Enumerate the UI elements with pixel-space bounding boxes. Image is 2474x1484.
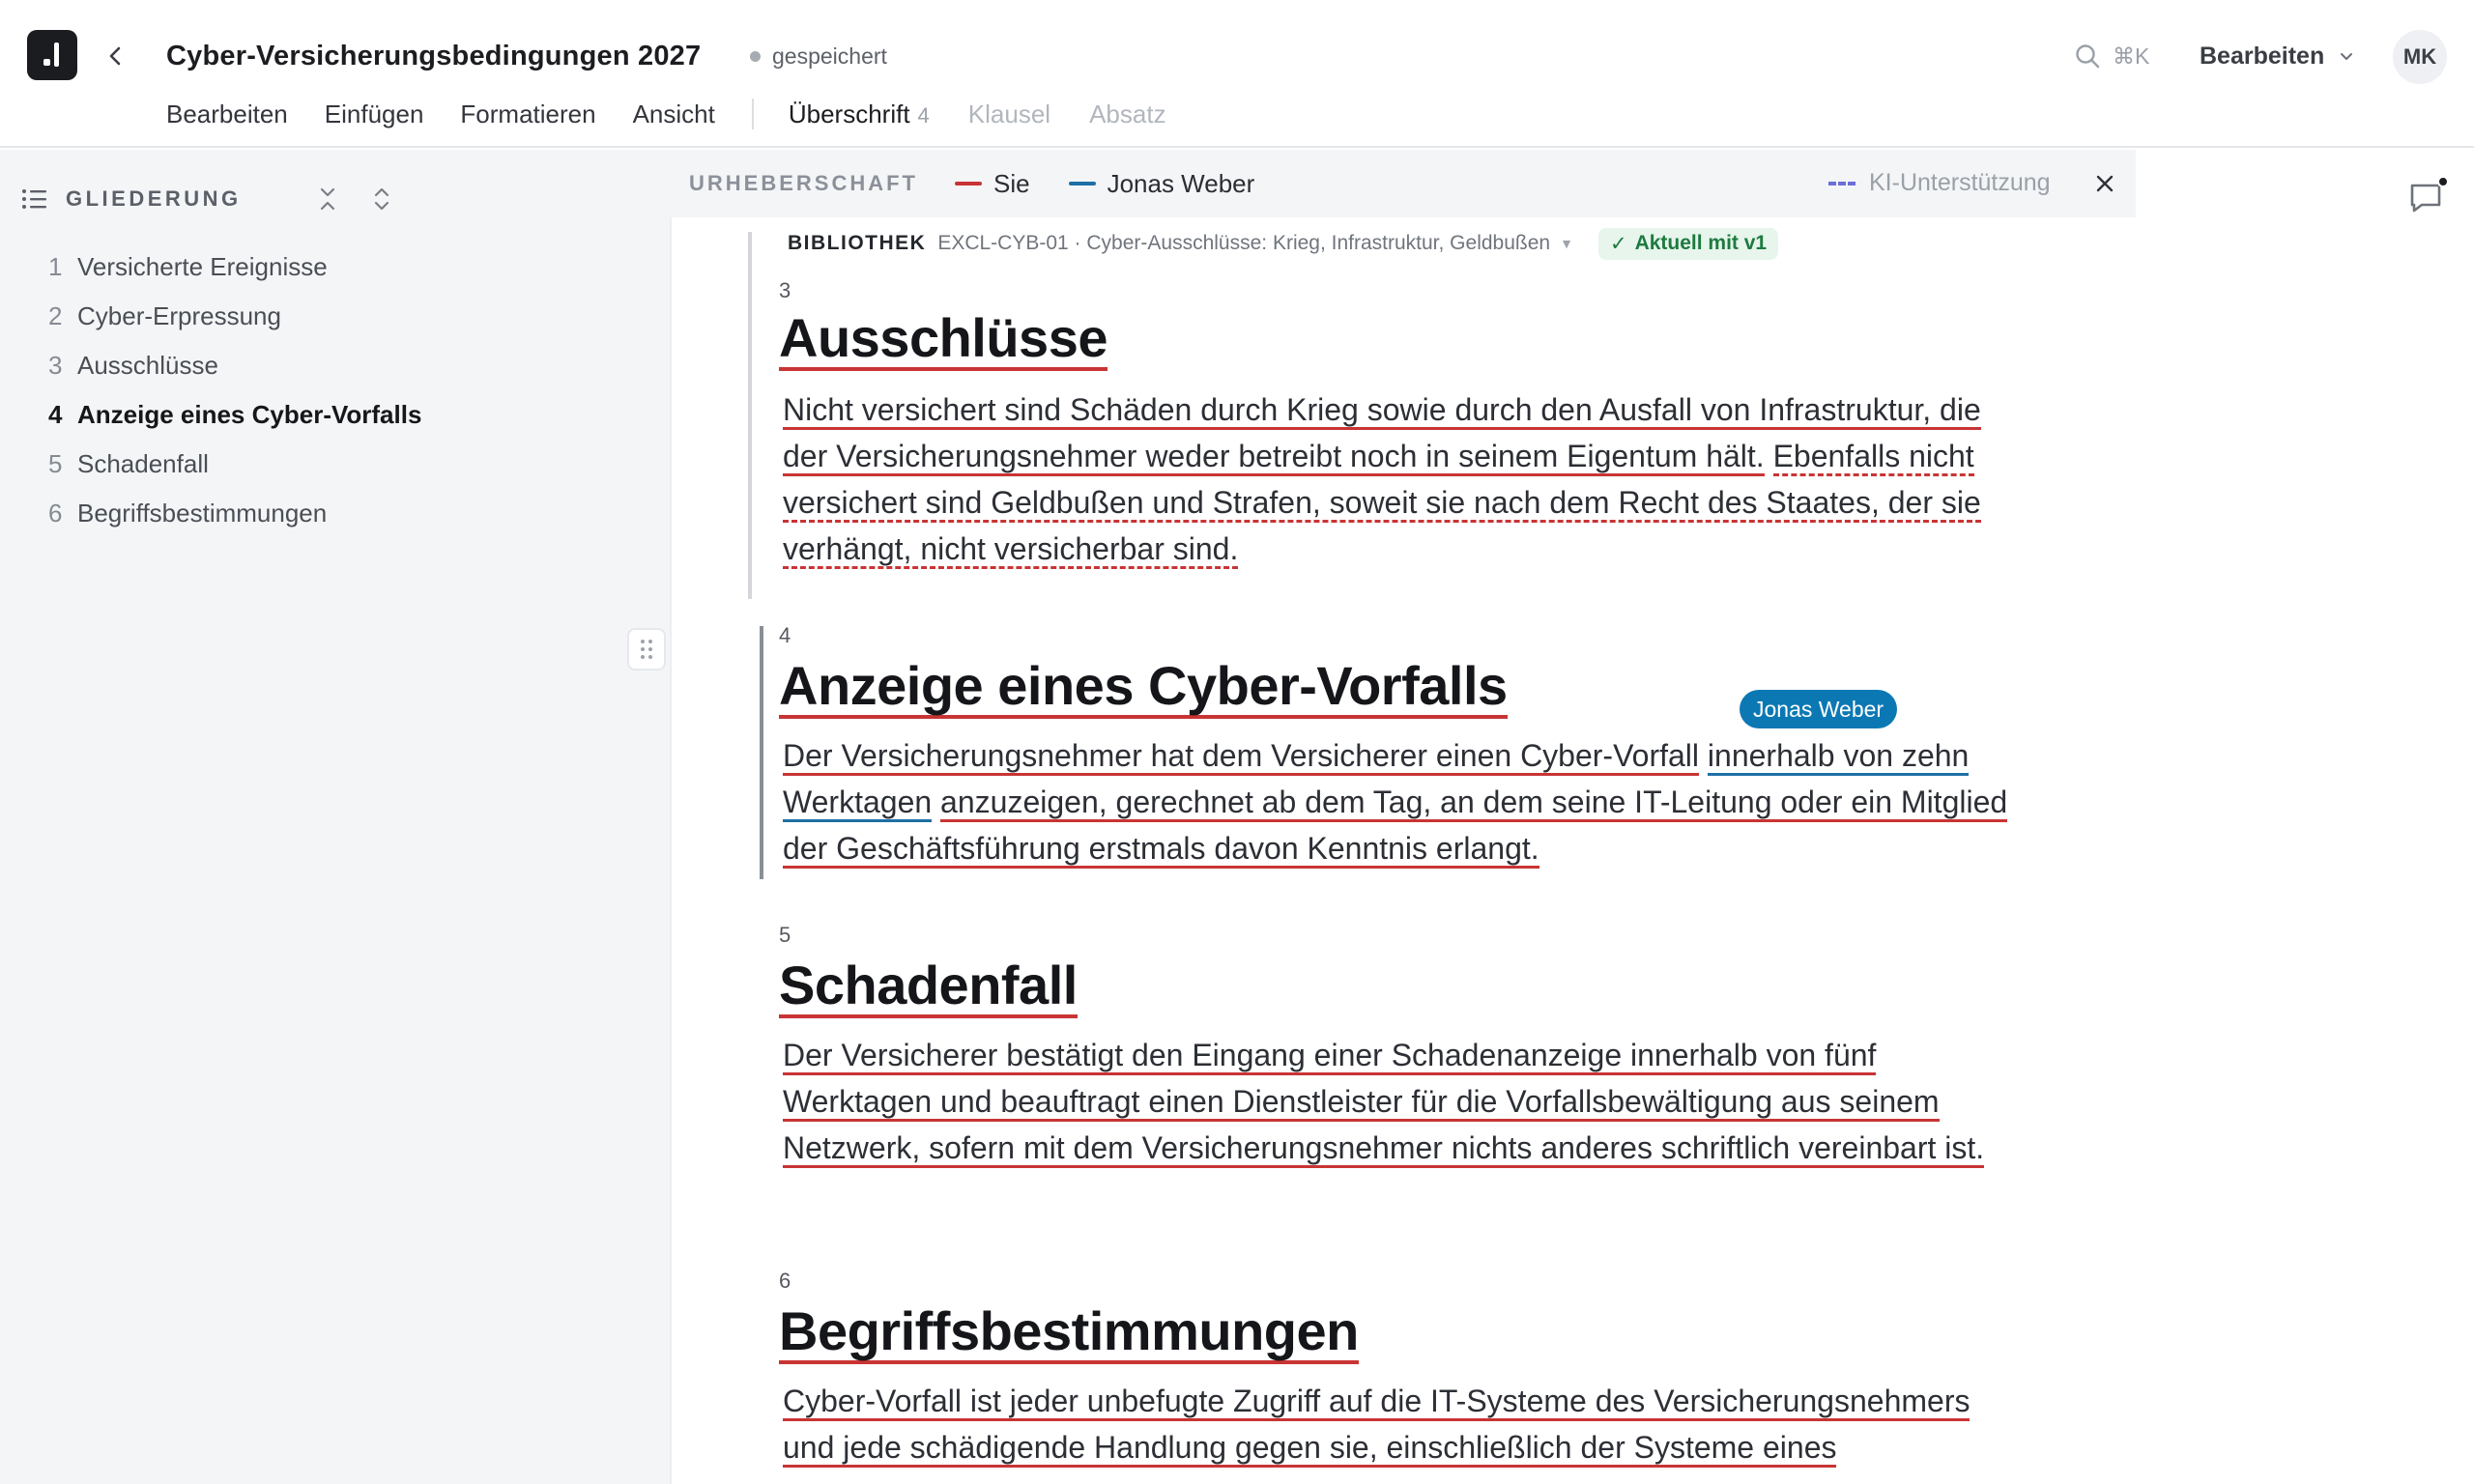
collaborator-cursor-label: Jonas Weber — [1740, 690, 1897, 728]
outline-item-5[interactable] — [48, 440, 377, 489]
chevron-left-icon — [105, 45, 127, 67]
author-name: Jonas Weber — [1107, 168, 1255, 198]
save-status — [750, 37, 887, 75]
check-icon: ✓ — [1609, 232, 1627, 255]
section-bar — [748, 232, 752, 599]
section-body[interactable] — [783, 1378, 2029, 1470]
library-label: BIBLIOTHEK — [788, 232, 927, 254]
back-button[interactable] — [97, 35, 135, 77]
section-number: 6 — [779, 1269, 791, 1293]
caret-down-icon: ▼ — [1560, 236, 1573, 251]
section-number: 3 — [779, 278, 791, 302]
mode-dropdown[interactable] — [2200, 35, 2355, 77]
outline-title: GLIEDERUNG — [66, 186, 242, 211]
author-name: Sie — [993, 168, 1030, 198]
outline-label: Begriffsbestimmungen — [77, 499, 328, 528]
section-body[interactable] — [783, 732, 2029, 871]
outline-num: 4 — [48, 400, 63, 429]
status-dot-icon — [750, 51, 761, 62]
text-run-you: anzuzeigen, gerechnet ab dem Tag, an dem seine IT-Leitung oder ein Mitglied der Geschäftsführung erstmals davon Kenntnis erlangt. — [783, 785, 2007, 869]
list-icon — [21, 187, 48, 211]
section-number: 5 — [779, 923, 791, 947]
section-heading[interactable]: Anzeige eines Cyber-Vorfalls — [779, 657, 1508, 719]
user-avatar[interactable]: MK — [2393, 30, 2447, 84]
text-run-you: Nicht versichert sind Schäden durch Krieg sowie durch den Ausfall von Infrastruktur, die der Versicherungsnehmer weder betreibt noch in seinem Eigentum hält. — [783, 392, 1981, 476]
style-ueberschrift[interactable] — [789, 100, 930, 129]
mode-label: Bearbeiten — [2200, 42, 2325, 70]
outline-sidebar — [0, 150, 667, 1484]
section-body[interactable] — [783, 386, 2029, 572]
outline-item-4[interactable] — [48, 390, 422, 440]
outline-header — [21, 175, 408, 223]
text-run-jonas: innerhalb von zehn Werktagen — [783, 738, 1969, 822]
section-heading[interactable]: Begriffsbestimmungen — [779, 1302, 1359, 1364]
style-absatz[interactable]: Absatz — [1089, 99, 1166, 128]
outline-num: 2 — [48, 301, 63, 330]
outline-label: Anzeige eines Cyber-Vorfalls — [77, 400, 422, 429]
outline-list — [48, 243, 422, 538]
text-run-you: Der Versicherer bestätigt den Eingang einer Schadenanzeige innerhalb von fünf Werktagen und beauftragt einen Dienstleister für die Vorfallsbewältigung aus seinem Netzwerk, sofern mit dem Versicherungsnehmer nichts anderes schriftlich vereinbart ist. — [783, 1038, 1984, 1168]
outline-label: Ausschlüsse — [77, 351, 218, 380]
library-reference — [788, 225, 1778, 262]
collapse-all-icon — [317, 186, 338, 212]
text-run-ai: Ebenfalls nicht versichert sind Geldbußen und Strafen, soweit sie nach dem Recht des Staates, der sie verhängt, nicht versicherbar sind. — [783, 439, 1981, 569]
unread-indicator — [2437, 176, 2449, 187]
search-button[interactable] — [2074, 35, 2149, 77]
outline-num: 6 — [48, 499, 63, 528]
section-body[interactable] — [783, 1032, 2029, 1171]
collapse-all-button[interactable] — [311, 183, 344, 215]
outline-item-3[interactable] — [48, 341, 377, 390]
ai-assist-label: KI-Unterstützung — [1869, 169, 2051, 196]
section-bar-active — [760, 626, 763, 879]
menu-ansicht[interactable]: Ansicht — [632, 99, 715, 128]
style-ueberschrift-count: 4 — [917, 102, 930, 128]
outline-label: Versicherte Ereignisse — [77, 252, 328, 281]
close-icon — [2095, 174, 2114, 193]
ai-dash-line — [1828, 182, 1856, 186]
close-authorship-button[interactable] — [2087, 166, 2122, 201]
menu-divider — [752, 99, 754, 129]
outline-item-1[interactable] — [48, 243, 377, 292]
menu-einfuegen[interactable]: Einfügen — [324, 99, 424, 128]
style-klausel[interactable]: Klausel — [967, 99, 1051, 128]
author-color-line — [1069, 182, 1096, 186]
author-key-jonas[interactable] — [1069, 169, 1255, 199]
text-run-you: Cyber-Vorfall ist jeder unbefugte Zugriff auf die IT-Systeme des Versicherungsnehmers und jede schädigende Handlung gegen sie, einschließlich der Systeme eines — [783, 1384, 1970, 1468]
outline-item-2[interactable] — [48, 292, 377, 341]
style-ueberschrift-label: Überschrift — [788, 99, 910, 128]
authorship-title: URHEBERSCHAFT — [689, 171, 918, 195]
menu-bearbeiten[interactable]: Bearbeiten — [166, 99, 288, 128]
library-ref-text: EXCL-CYB-01 · Cyber-Ausschlüsse: Krieg, Infrastruktur, Geldbußen — [937, 232, 1551, 254]
text-run-you: Der Versicherungsnehmer hat dem Versicherer einen Cyber-Vorfall — [783, 738, 1699, 776]
drag-handle[interactable] — [627, 628, 666, 671]
library-ref-dropdown[interactable] — [937, 232, 1573, 255]
outline-num: 1 — [48, 252, 63, 281]
search-icon — [2074, 43, 2101, 70]
document-title[interactable]: Cyber-Versicherungsbedingungen 2027 — [166, 41, 702, 71]
ai-assist-key[interactable] — [1828, 169, 2051, 197]
outline-num: 3 — [48, 351, 63, 380]
expand-all-icon — [371, 186, 392, 212]
search-shortcut: ⌘K — [2113, 43, 2150, 69]
library-badge-label: Aktuell mit v1 — [1634, 232, 1768, 254]
outline-item-6[interactable] — [48, 489, 377, 538]
menubar — [166, 93, 1205, 135]
expand-all-button[interactable] — [365, 183, 398, 215]
outline-label: Cyber-Erpressung — [77, 301, 281, 330]
section-heading[interactable]: Schadenfall — [779, 956, 1078, 1018]
app-logo-icon[interactable] — [27, 30, 77, 80]
author-key-you[interactable] — [955, 169, 1030, 199]
outline-label: Schadenfall — [77, 449, 209, 478]
save-status-label: gespeichert — [772, 43, 887, 69]
author-color-line — [955, 182, 982, 186]
section-number: 4 — [779, 623, 791, 647]
outline-num: 5 — [48, 449, 63, 478]
app-header — [0, 0, 2474, 148]
library-status-badge — [1598, 228, 1778, 260]
drag-handle-icon — [640, 639, 653, 660]
section-heading[interactable]: Ausschlüsse — [779, 309, 1108, 371]
menu-formatieren[interactable]: Formatieren — [460, 99, 596, 128]
chevron-down-icon — [2338, 47, 2355, 65]
